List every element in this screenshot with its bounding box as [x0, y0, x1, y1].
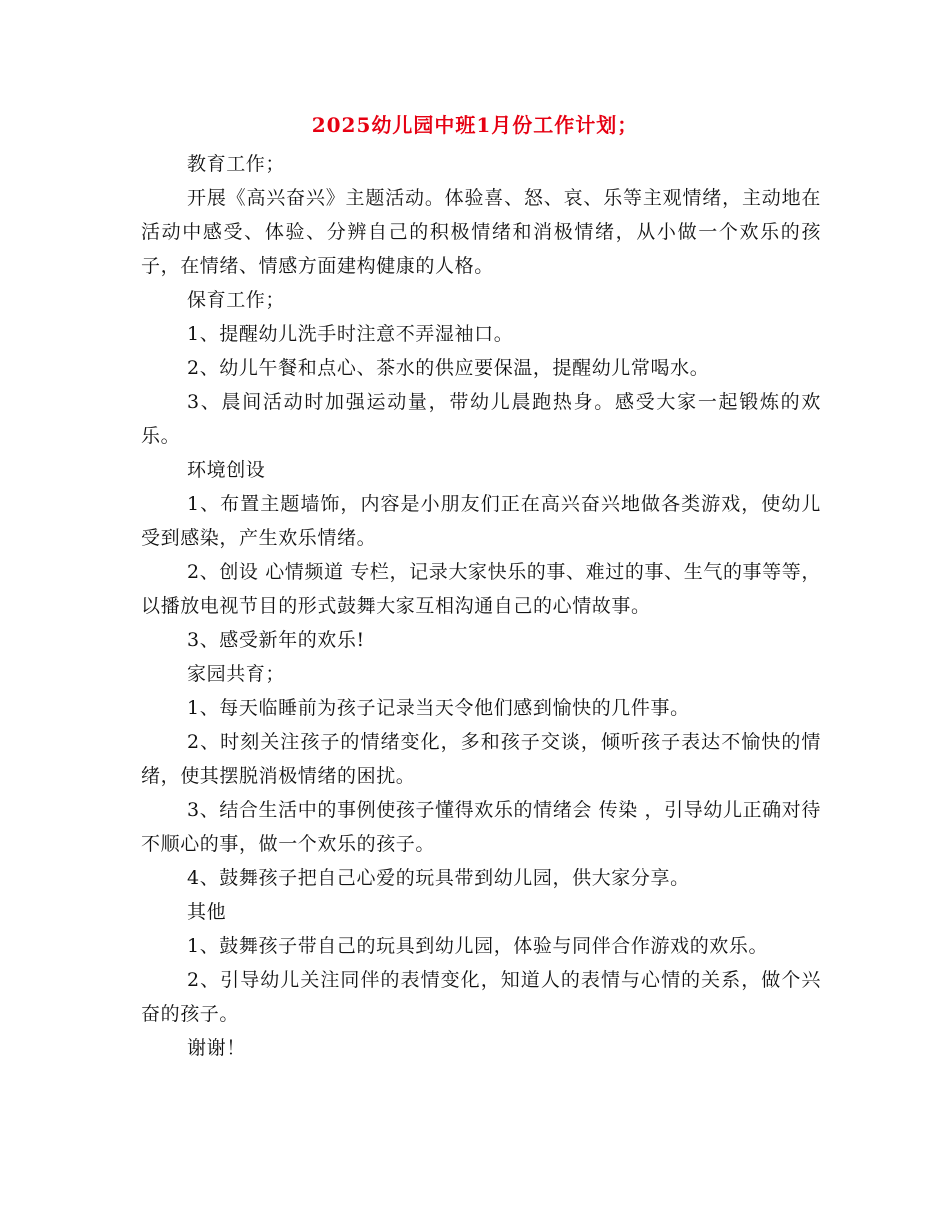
heading-environment: 环境创设	[187, 459, 266, 481]
paragraph-education: 开展《高兴奋兴》主题活动。体验喜、怒、哀、乐等主观情绪，主动地在活动中感受、体验、分辨自己的积极情绪和消极情绪，从小做一个欢乐的孩子，在情绪、情感方面建构健康的人格。	[141, 187, 821, 277]
other-item-1: 1、鼓舞孩子带自己的玩具到幼儿园，体验与同伴合作游戏的欢乐。	[187, 935, 769, 957]
environment-item-3: 3、感受新年的欢乐!	[187, 629, 365, 651]
other-item-2: 2、引导幼儿关注同伴的表情变化，知道人的表情与心情的关系，做个兴奋的孩子。	[141, 969, 821, 1025]
heading-care: 保育工作；	[187, 289, 286, 311]
document-body	[141, 147, 821, 1065]
home-school-item-2: 2、时刻关注孩子的情绪变化，多和孩子交谈，倾听孩子表达不愉快的情绪，使其摆脱消极情绪的困扰。	[141, 731, 821, 787]
heading-education: 教育工作；	[187, 153, 286, 175]
closing-thanks: 谢谢！	[187, 1037, 246, 1059]
home-school-item-1: 1、每天临睡前为孩子记录当天令他们感到愉快的几件事。	[187, 697, 690, 719]
environment-item-1: 1、布置主题墙饰，内容是小朋友们正在高兴奋兴地做各类游戏，使幼儿受到感染，产生欢乐情绪。	[141, 493, 821, 549]
document-title: 2025幼儿园中班1月份工作计划；	[311, 113, 639, 137]
heading-other: 其他	[187, 901, 227, 923]
home-school-item-4: 4、鼓舞孩子把自己心爱的玩具带到幼儿园，供大家分享。	[187, 867, 690, 889]
care-item-1: 1、提醒幼儿洗手时注意不弄湿袖口。	[187, 323, 514, 345]
heading-home-school: 家园共育；	[187, 663, 286, 685]
home-school-item-3: 3、结合生活中的事例使孩子懂得欢乐的情绪会 传染 ，引导幼儿正确对待不顺心的事，做一个欢乐的孩子。	[141, 799, 821, 855]
environment-item-2: 2、创设 心情频道 专栏，记录大家快乐的事、难过的事、生气的事等等，以播放电视节目的形式鼓舞大家互相沟通自己的心情故事。	[141, 561, 821, 617]
care-item-3: 3、晨间活动时加强运动量，带幼儿晨跑热身。感受大家一起锻炼的欢乐。	[141, 391, 821, 447]
care-item-2: 2、幼儿午餐和点心、茶水的供应要保温，提醒幼儿常喝水。	[187, 357, 710, 379]
